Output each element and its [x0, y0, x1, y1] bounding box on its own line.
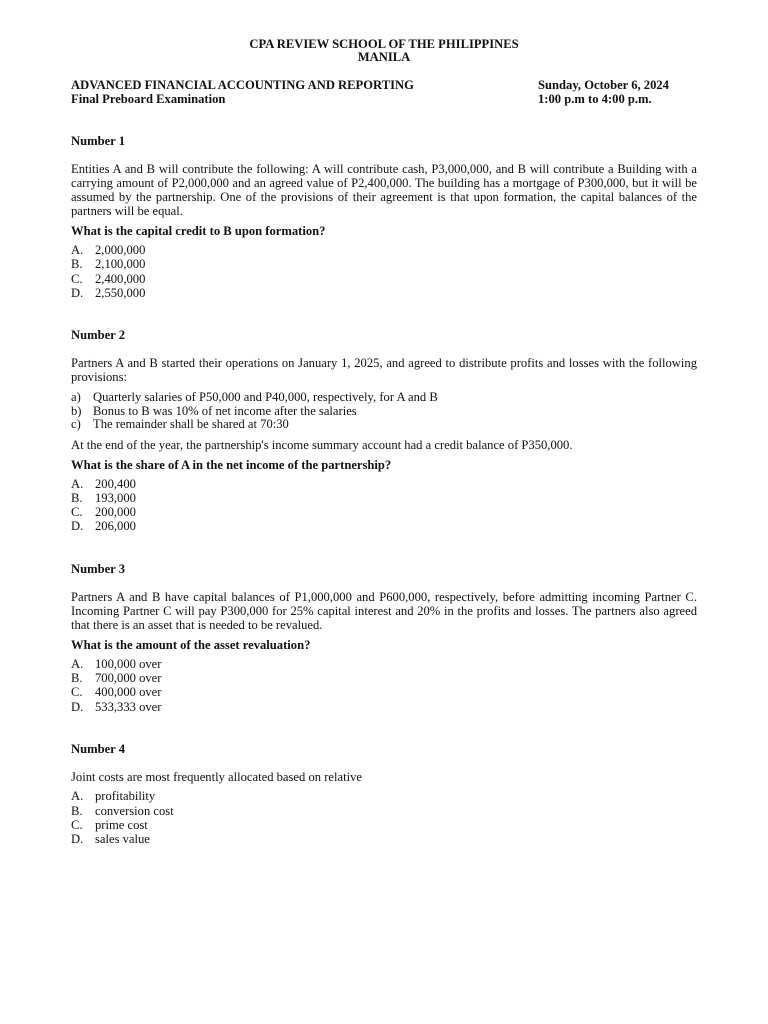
answer-option — [71, 804, 174, 818]
option-letter: D. — [71, 700, 84, 714]
question-number: Number 4 — [71, 742, 125, 756]
option-letter: A. — [71, 243, 84, 257]
option-text: 193,000 — [95, 491, 136, 505]
answer-option — [71, 477, 136, 491]
option-text: 2,550,000 — [95, 286, 146, 300]
provision-letter: b) — [71, 404, 82, 418]
question-body: Entities A and B will contribute the following: A will contribute cash, P3,000,000, and B will contribute a Building with a carrying amount of P2,000,000 and an agreed value of P2,400,000. The building has a mortgage of P300,000, but it will be assumed by the partnership. One of the provisions of their agreement is that upon formation, the capital balances of the partners will be equal. — [71, 162, 697, 218]
question-body: Partners A and B have capital balances of P1,000,000 and P600,000, respectively, before admitting incoming Partner C. Incoming Partner C will pay P300,000 for 25% capital interest and 20% in the profits and losses. The partners also agreed that there is an asset that is needed to be revalued. — [71, 590, 697, 632]
option-text: 533,333 over — [95, 700, 162, 714]
answer-option — [71, 286, 145, 300]
option-text: 2,400,000 — [95, 272, 146, 286]
option-letter: A. — [71, 477, 84, 491]
answer-option — [71, 832, 150, 846]
answer-option — [71, 657, 161, 671]
option-text: 400,000 over — [95, 685, 162, 699]
option-text: 100,000 over — [95, 657, 162, 671]
provision-item — [71, 404, 357, 418]
option-text: sales value — [95, 832, 150, 846]
option-letter: B. — [71, 257, 83, 271]
school-name: CPA REVIEW SCHOOL OF THE PHILIPPINES — [249, 37, 519, 51]
provision-item — [71, 417, 289, 431]
answer-option — [71, 505, 136, 519]
answer-option — [71, 243, 145, 257]
option-text: 2,100,000 — [95, 257, 146, 271]
question-body-continued: At the end of the year, the partnership's income summary account had a credit balance of P350,000. — [71, 438, 573, 452]
provision-letter: c) — [71, 417, 81, 431]
option-letter: C. — [71, 818, 83, 832]
exam-date: Sunday, October 6, 2024 — [538, 78, 669, 92]
option-letter: B. — [71, 804, 83, 818]
exam-title: Final Preboard Examination — [71, 92, 226, 106]
option-letter: B. — [71, 671, 83, 685]
provision-text: Quarterly salaries of P50,000 and P40,000, respectively, for A and B — [93, 390, 438, 404]
option-text: prime cost — [95, 818, 148, 832]
option-letter: A. — [71, 657, 84, 671]
answer-option — [71, 491, 136, 505]
provision-text: The remainder shall be shared at 70:30 — [93, 417, 289, 431]
option-letter: D. — [71, 519, 84, 533]
option-letter: C. — [71, 272, 83, 286]
option-letter: C. — [71, 505, 83, 519]
exam-time: 1:00 p.m to 4:00 p.m. — [538, 92, 652, 106]
question-body: Joint costs are most frequently allocated based on relative — [71, 770, 362, 784]
question-number: Number 2 — [71, 328, 125, 342]
provision-text: Bonus to B was 10% of net income after the salaries — [93, 404, 357, 418]
option-text: 206,000 — [95, 519, 136, 533]
answer-option — [71, 519, 136, 533]
option-text: 200,400 — [95, 477, 136, 491]
option-text: conversion cost — [95, 804, 174, 818]
answer-option — [71, 272, 145, 286]
option-text: 2,000,000 — [95, 243, 146, 257]
answer-option — [71, 257, 145, 271]
option-letter: D. — [71, 832, 84, 846]
question-prompt: What is the share of A in the net income of the partnership? — [71, 458, 392, 472]
subject-title: ADVANCED FINANCIAL ACCOUNTING AND REPORTING — [71, 78, 414, 92]
question-number: Number 3 — [71, 562, 125, 576]
question-body: Partners A and B started their operations on January 1, 2025, and agreed to distribute profits and losses with the following provisions: — [71, 356, 697, 384]
provision-item — [71, 390, 438, 404]
option-text: 200,000 — [95, 505, 136, 519]
answer-option — [71, 685, 161, 699]
answer-option — [71, 789, 155, 803]
provision-letter: a) — [71, 390, 81, 404]
option-letter: B. — [71, 491, 83, 505]
option-text: profitability — [95, 789, 156, 803]
question-number: Number 1 — [71, 134, 125, 148]
question-prompt: What is the amount of the asset revaluation? — [71, 638, 311, 652]
answer-option — [71, 700, 161, 714]
option-letter: D. — [71, 286, 84, 300]
answer-option — [71, 818, 148, 832]
option-letter: A. — [71, 789, 84, 803]
school-city: MANILA — [357, 50, 411, 64]
question-prompt: What is the capital credit to B upon formation? — [71, 224, 326, 238]
option-text: 700,000 over — [95, 671, 162, 685]
answer-option — [71, 671, 161, 685]
option-letter: C. — [71, 685, 83, 699]
